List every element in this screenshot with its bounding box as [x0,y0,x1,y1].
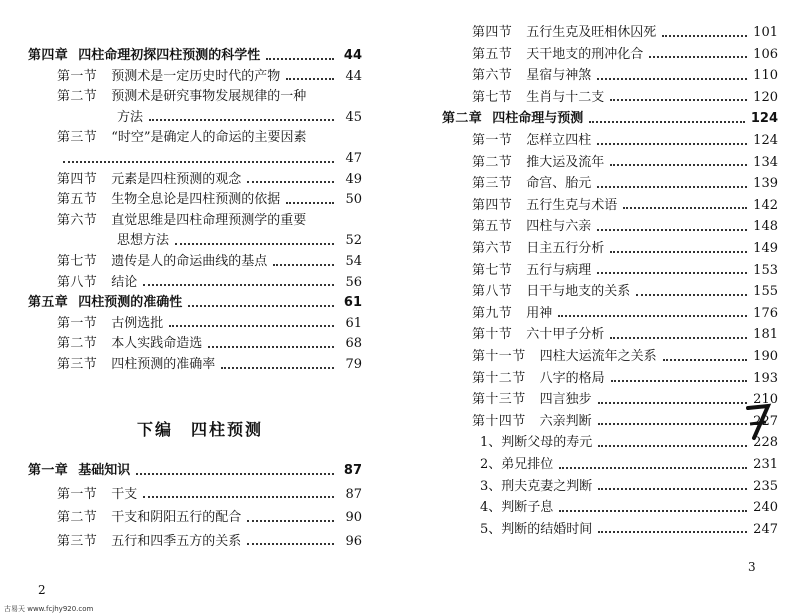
dot-leader [598,445,747,447]
toc-page-number: 61 [343,295,362,311]
dot-leader [143,496,334,498]
toc-chapter-row [28,462,362,479]
toc-entry-title: 方法 [117,109,144,125]
dot-leader [610,99,747,101]
toc-page-number: 210 [753,392,778,408]
toc-entry-number: 第一节 [472,133,513,148]
toc-section-row [57,129,362,146]
toc-page-number: 87 [343,463,362,478]
toc-page-number: 45 [345,109,362,125]
dot-leader [649,56,747,58]
dot-leader [286,78,334,80]
toc-section-row [57,88,362,105]
dot-leader [188,305,334,307]
toc-page-number: 193 [753,370,778,386]
toc-entry-title: 用神 [526,305,553,321]
toc-entry-title: 天干地支的刑冲化合 [526,46,644,62]
dot-leader [247,520,334,522]
dot-leader [559,510,747,512]
toc-entry-number: 第三节 [57,130,98,146]
toc-entry-title: 命宫、胎元 [526,176,592,192]
dot-leader [149,119,334,121]
dot-leader [610,337,747,339]
toc-section-row [472,283,778,300]
toc-entry-number: 第六节 [472,68,513,84]
toc-entry-number: 第二章 [442,111,483,127]
dot-leader [559,467,747,469]
toc-page-number: 124 [750,111,778,127]
toc-entry-title: 四柱命理与预测 [492,111,584,127]
toc-entry-number: 第五节 [472,219,513,235]
dot-leader [597,186,747,188]
dot-leader [611,380,748,382]
dot-leader [597,78,747,80]
toc-section-row [57,191,362,208]
toc-entry-number: 第二节 [57,89,98,105]
toc-entry-number: 第三节 [57,357,98,372]
toc-entry-title: 3、刑夫克妻之判断 [480,478,593,494]
toc-page-number: 149 [753,241,778,256]
toc-entry-number: 第八节 [472,284,513,300]
dot-leader [663,359,748,361]
toc-entry-number: 第十四节 [472,413,526,429]
toc-section-row [57,274,362,291]
toc-entry-title: 星宿与神煞 [526,68,592,84]
toc-page-number: 231 [753,457,778,472]
right-page [400,0,793,615]
dot-leader [636,294,747,296]
toc-section-row [117,109,362,126]
toc-entry-title: 推大运及流年 [526,154,605,170]
toc-entry-number: 第六节 [57,212,98,228]
toc-entry-number: 第十三节 [472,392,526,408]
toc-item-row [480,499,778,516]
dot-leader [221,367,334,369]
dot-leader [598,531,747,533]
toc-section-row [472,218,778,235]
toc-entry-number: 第七节 [472,262,513,278]
toc-page-number: 181 [753,327,778,343]
toc-section-row [472,413,778,430]
toc-entry-title: 4、判断子息 [480,500,554,516]
toc-page-number: 190 [753,349,778,364]
toc-entry-title: 六十甲子分析 [526,327,605,343]
toc-entry-number: 第八节 [57,274,98,290]
toc-section-row [472,197,778,214]
toc-page-number: 120 [753,89,778,105]
toc-entry-title: 日主五行分析 [526,241,605,256]
toc-entry-title: 五行与病理 [526,262,592,278]
toc-entry-number: 第十节 [472,327,513,343]
dot-leader [247,543,334,545]
left-page-number: 2 [38,583,46,597]
toc-page-number: 56 [345,274,362,290]
toc-page-number: 124 [753,133,778,148]
toc-entry-title: 干支 [111,486,138,502]
toc-page-number: 228 [753,435,778,451]
toc-page-number: 90 [345,510,362,525]
toc-section-row [57,509,362,526]
toc-entry-title: 结论 [111,274,138,290]
toc-entry-number: 第六节 [472,241,513,256]
dot-leader [175,243,334,245]
dot-leader [169,325,334,327]
toc-entry-title: 遗传是人的命运曲线的基点 [111,254,268,269]
dot-leader [266,58,334,60]
toc-section-row [57,533,362,550]
toc-page-number: 153 [753,262,778,278]
part-heading: 下编 四柱预测 [136,420,263,439]
toc-section-row [472,89,778,106]
toc-entry-number: 第五章 [28,295,69,311]
toc-entry-title: 1、判断父母的寿元 [480,435,593,451]
toc-entry-title: 四言独步 [539,392,592,408]
toc-entry-title: 古例选批 [111,315,164,331]
toc-section-row [472,46,778,63]
toc-page-number: 134 [753,154,778,170]
toc-page-number: 79 [345,357,362,372]
toc-entry-number: 第二节 [57,336,98,352]
toc-page-number: 52 [345,233,362,249]
dot-leader [247,181,334,183]
toc-chapter-row [442,110,778,127]
toc-entry-number: 第四节 [472,25,513,40]
toc-section-row [472,154,778,171]
dot-leader [597,229,747,231]
toc-entry-title: 基础知识 [78,463,131,478]
toc-page-number: 50 [345,192,362,208]
toc-section-row [57,212,362,229]
toc-section-row [472,305,778,322]
toc-entry-title: 本人实践命造选 [111,336,203,352]
toc-entry-title: 思想方法 [117,233,170,249]
toc-section-row [472,132,778,149]
toc-entry-title: 预测术是研究事物发展规律的一种 [111,89,307,105]
toc-entry-title: 四柱预测的准确性 [78,295,183,311]
watermark: 古易天 www.fcjhy920.com [4,605,94,613]
toc-section-row [57,171,362,188]
toc-page-number: 176 [753,305,778,321]
toc-page-number: 106 [753,46,778,62]
toc-page-number: 44 [345,68,362,84]
toc-section-row [472,262,778,279]
toc-section-row [472,24,778,41]
dot-leader [610,164,747,166]
toc-entry-number: 第二节 [57,510,98,525]
toc-section-row [57,253,362,270]
toc-entry-title: 四柱预测的准确率 [111,357,216,372]
toc-section-row [57,68,362,85]
toc-section-row [57,315,362,332]
toc-entry-number: 第二节 [472,154,513,170]
dot-leader [143,284,334,286]
toc-entry-number: 第五节 [472,46,513,62]
toc-page-number: 110 [753,68,778,84]
toc-entry-number: 第一节 [57,68,98,84]
toc-entry-number: 第三节 [57,533,98,549]
dot-leader [63,161,334,163]
toc-entry-number: 第四节 [472,197,513,213]
toc-entry-title: 四柱大运流年之关系 [539,349,657,364]
right-page-number: 3 [748,560,756,574]
toc-chapter-row [28,294,362,311]
toc-entry-title: 直觉思维是四柱命理预测学的重要 [111,212,307,228]
toc-page-number: 142 [753,197,778,213]
toc-entry-title: 生肖与十二支 [526,89,605,105]
toc-entry-title: 四柱与六亲 [526,219,592,235]
toc-page-number: 227 [753,413,778,429]
toc-entry-title: 四柱命理初探四柱预测的科学性 [78,48,261,63]
dot-leader [597,272,747,274]
toc-page-number: 44 [343,48,362,63]
dot-leader [623,207,747,209]
toc-entry-title: 干支和阴阳五行的配合 [111,510,242,525]
toc-section-row [472,326,778,343]
toc-page-number: 139 [753,176,778,192]
toc-section-row [117,232,362,249]
dot-leader [286,202,334,204]
dot-leader [610,251,747,253]
toc-section-row [472,348,778,365]
dot-leader [136,473,334,475]
toc-entry-number: 第十二节 [472,370,526,386]
toc-page-number: 61 [345,315,362,331]
toc-entry-number: 第九节 [472,305,513,321]
toc-entry-title: 怎样立四柱 [526,133,592,148]
toc-entry-number: 第一节 [57,486,98,502]
toc-entry-number: 第七节 [472,89,513,105]
toc-item-row [480,434,778,451]
dot-leader [558,315,747,317]
toc-page-number: 47 [345,151,362,166]
toc-section-row [57,150,362,167]
toc-page-number: 96 [345,533,362,549]
toc-page-number: 101 [753,25,778,40]
toc-item-row [480,456,778,473]
toc-section-row [57,335,362,352]
toc-chapter-row [28,47,362,64]
toc-entry-title: 六亲判断 [539,413,592,429]
dot-leader [662,35,747,37]
toc-entry-number: 第一章 [28,463,69,478]
toc-entry-number: 第七节 [57,254,98,269]
dot-leader [273,264,334,266]
toc-entry-title: 八字的格局 [539,370,605,386]
toc-page-number: 148 [753,219,778,235]
toc-entry-title: 生物全息论是四柱预测的依据 [111,192,281,208]
dot-leader [598,488,747,490]
toc-entry-title: 2、弟兄排位 [480,457,554,472]
toc-page-number: 49 [345,171,362,187]
toc-page-number: 54 [345,254,362,269]
toc-item-row [480,478,778,495]
toc-item-row [480,521,778,538]
toc-page-number: 247 [753,521,778,537]
dot-leader [208,346,334,348]
toc-entry-title: “时空”是确定人的命运的主要因素 [111,130,307,146]
toc-section-row [57,486,362,503]
toc-section-row [472,240,778,257]
toc-entry-title: 日干与地支的关系 [526,284,631,300]
toc-entry-number: 第三节 [472,176,513,192]
toc-entry-number: 第一节 [57,315,98,331]
dot-leader [597,143,747,145]
toc-section-row [472,391,778,408]
toc-section-row [472,67,778,84]
toc-section-row [57,356,362,373]
toc-entry-number: 第四节 [57,171,98,187]
toc-page-number: 155 [753,284,778,300]
toc-entry-title: 五行和四季五方的关系 [111,533,242,549]
dot-leader [598,423,748,425]
toc-entry-number: 第十一节 [472,349,526,364]
dot-leader [589,121,745,123]
toc-section-row [472,370,778,387]
toc-entry-title: 五行生克及旺相休囚死 [526,25,657,40]
toc-entry-title: 5、判断的结婚时间 [480,521,593,537]
toc-page-number: 87 [345,486,362,502]
toc-entry-number: 第五节 [57,192,98,208]
toc-page-number: 240 [753,500,778,516]
dot-leader [598,402,748,404]
toc-section-row [472,175,778,192]
toc-entry-title: 元素是四柱预测的观念 [111,171,242,187]
toc-entry-number: 第四章 [28,48,69,63]
handwritten-correction-mark [744,402,774,442]
toc-page-number: 68 [345,336,362,352]
toc-entry-title: 预测术是一定历史时代的产物 [111,68,281,84]
toc-entry-title: 五行生克与术语 [526,197,618,213]
toc-page-number: 235 [753,478,778,494]
